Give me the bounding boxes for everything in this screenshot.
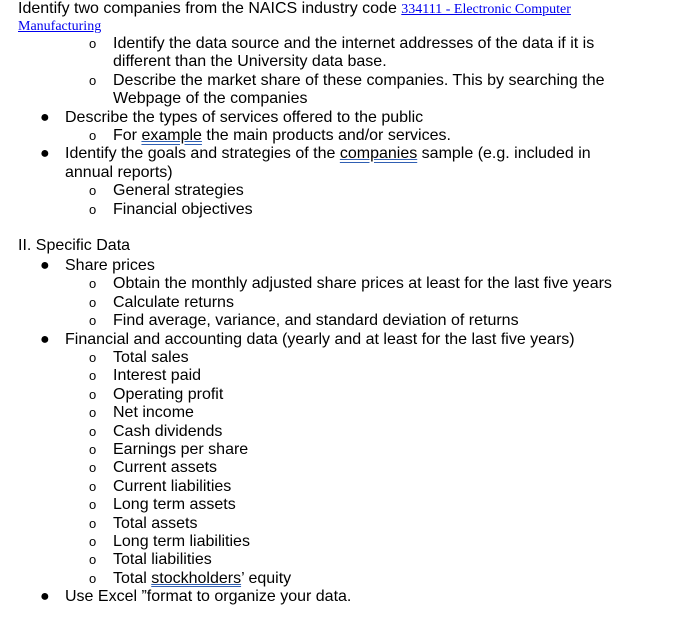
bullet-circle: o (89, 313, 97, 329)
list-item-text: Identify the goals and strategies of the (65, 145, 340, 163)
list-item: Net income (113, 404, 194, 422)
bullet-dot: ● (40, 588, 50, 606)
bullet-circle: o (89, 423, 97, 439)
bullet-dot: ● (40, 145, 50, 163)
bullet-circle: o (89, 368, 97, 384)
list-item (113, 127, 451, 145)
list-item: Cash dividends (113, 422, 223, 440)
bullet-circle: o (89, 497, 97, 513)
list-item: Share prices (65, 257, 155, 274)
list-item (113, 570, 291, 588)
bullet-circle: o (89, 460, 97, 476)
list-item: Describe the market share of these companies. This by searching the (113, 71, 605, 89)
spellcheck-word: companies (339, 145, 418, 163)
list-item: Calculate returns (113, 293, 234, 311)
bullet-circle: o (89, 350, 97, 365)
bullet-circle: o (89, 72, 97, 88)
list-item: Operating profit (113, 385, 224, 403)
bullet-circle: o (89, 570, 97, 586)
list-item-text: Total (113, 569, 152, 587)
bullet-circle: o (89, 36, 97, 51)
intro-text: Identify two companies from the NAICS industry code (18, 0, 402, 17)
list-item-text: For (113, 127, 142, 144)
bullet-circle: o (89, 442, 97, 457)
list-item: Interest paid (113, 367, 202, 385)
list-item-text: ’ equity (241, 569, 292, 587)
spellcheck-word: stockholders (151, 569, 242, 587)
list-item: Identify the data source and the internet addresses of the data if it is (113, 35, 595, 52)
bullet-circle: o (89, 386, 97, 402)
bullet-circle: o (89, 405, 97, 421)
list-item: Financial objectives (113, 200, 253, 218)
list-item-continuation: annual reports) (65, 163, 173, 181)
list-item: Obtain the monthly adjusted share prices at least for the last five years (113, 275, 612, 293)
list-item: Long term assets (113, 496, 236, 514)
section-heading: II. Specific Data (18, 237, 131, 254)
naics-link-continued[interactable]: Manufacturing (18, 19, 102, 34)
list-item: General strategies (113, 182, 244, 200)
list-item: Financial and accounting data (yearly and at least for the last five years) (65, 330, 575, 348)
bullet-circle: o (89, 276, 97, 292)
list-item-continuation: Webpage of the companies (113, 90, 308, 108)
bullet-dot: ● (40, 330, 50, 348)
bullet-dot: ● (40, 257, 50, 274)
list-item (65, 145, 591, 163)
bullet-circle: o (89, 128, 97, 143)
list-item: Use Excel ”format to organize your data. (65, 588, 352, 606)
list-item: Current assets (113, 459, 218, 477)
list-item: Total assets (113, 514, 198, 532)
bullet-circle: o (89, 552, 97, 568)
bullet-circle: o (89, 294, 97, 310)
list-item: Total liabilities (113, 551, 212, 569)
list-item-text: sample (e.g. included in (417, 145, 591, 163)
bullet-circle: o (89, 183, 97, 199)
bullet-circle: o (89, 478, 97, 494)
list-item-text: the main products and/or services. (201, 127, 451, 144)
list-item: Long term liabilities (113, 533, 250, 550)
bullet-circle: o (89, 534, 97, 549)
list-item: Current liabilities (113, 477, 232, 495)
bullet-circle: o (89, 515, 97, 531)
spellcheck-word: example (141, 127, 202, 144)
naics-link[interactable]: 334111 - Electronic Computer (401, 2, 571, 17)
list-item: Find average, variance, and standard deviation of returns (113, 312, 519, 330)
list-item: Describe the types of services offered to the public (65, 108, 424, 126)
list-item-continuation: different than the University data base. (113, 53, 387, 71)
list-item: Earnings per share (113, 441, 249, 458)
bullet-dot: ● (40, 108, 50, 126)
list-item: Total sales (113, 349, 189, 366)
bullet-circle: o (89, 201, 97, 217)
intro-link-continuation (18, 17, 101, 36)
